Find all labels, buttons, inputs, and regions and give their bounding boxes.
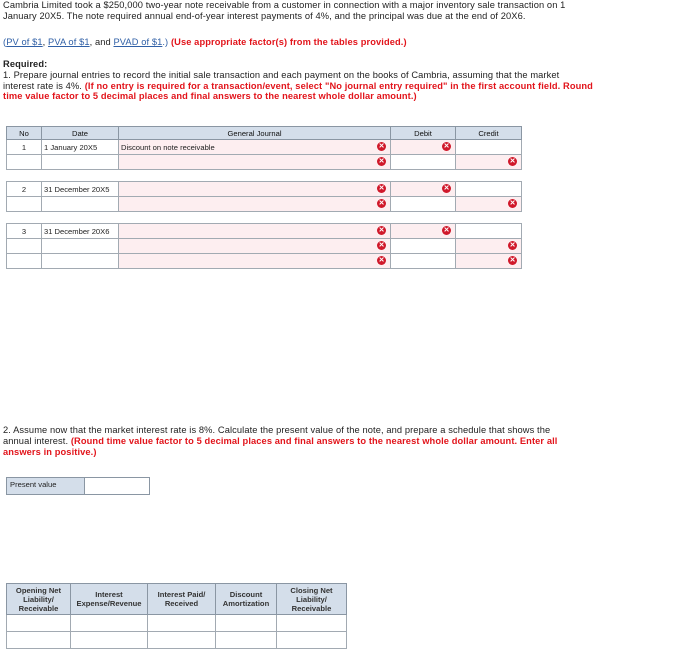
journal-row [7, 239, 522, 254]
entry-date[interactable]: 31 December 20X5 [42, 182, 119, 197]
journal-row [7, 140, 522, 155]
entry-no: 3 [7, 224, 42, 239]
account-value: Discount on note receivable [121, 142, 215, 152]
journal-header-row [7, 127, 522, 140]
error-x-icon: ✕ [378, 257, 385, 264]
closing-input[interactable] [277, 632, 347, 649]
entry-date[interactable]: 31 December 20X6 [42, 224, 119, 239]
closing-input[interactable] [277, 615, 347, 632]
factor-links [3, 37, 407, 48]
debit-input[interactable] [391, 254, 456, 269]
account-select[interactable] [119, 197, 391, 212]
entry-date[interactable] [42, 239, 119, 254]
spacer [7, 212, 522, 224]
col-account: General Journal [119, 127, 391, 140]
q2-line-3: answers in positive.) [3, 446, 97, 457]
q1-line-2 [3, 81, 681, 92]
journal-row [7, 182, 522, 197]
error-x-icon: ✕ [378, 143, 385, 150]
credit-input[interactable] [456, 224, 522, 239]
pva-of-1-link[interactable]: PVA of $1 [48, 37, 90, 47]
q2-line-2-plain: annual interest. [3, 435, 71, 446]
credit-input[interactable] [456, 182, 522, 197]
error-x-icon: ✕ [378, 200, 385, 207]
q2-line-1: 2. Assume now that the market interest rate is 8%. Calculate the present value of the note, and prepare a schedule that shows the [3, 425, 551, 435]
factor-instruction: (Use appropriate factor(s) from the tables provided.) [170, 37, 407, 47]
intro-text [3, 0, 679, 22]
spacer [7, 170, 522, 182]
required-heading: Required: [3, 59, 48, 69]
present-value-label: Present value [7, 478, 85, 494]
col-opening-net: Opening Net Liability/ Receivable [7, 584, 71, 615]
link-sep-2: , and [89, 37, 114, 47]
q2-text [3, 425, 681, 457]
debit-input[interactable] [391, 239, 456, 254]
pvad-of-1-link[interactable]: PVAD of $1 [113, 37, 163, 47]
schedule-row [7, 615, 347, 632]
q2-line-2 [3, 436, 681, 447]
entry-no: 2 [7, 182, 42, 197]
col-date: Date [42, 127, 119, 140]
amort-input[interactable] [216, 632, 277, 649]
amort-input[interactable] [216, 615, 277, 632]
credit-input[interactable] [456, 155, 522, 170]
opening-input[interactable] [7, 632, 71, 649]
debit-input[interactable] [391, 224, 456, 239]
account-select[interactable] [119, 224, 391, 239]
q1-line-3: time value factor to 5 decimal places and final answers to the nearest whole dollar amount.) [3, 91, 417, 102]
debit-input[interactable] [391, 197, 456, 212]
error-x-icon: ✕ [509, 158, 516, 165]
paren-open: ( [3, 37, 7, 47]
error-x-icon: ✕ [509, 242, 516, 249]
paren-close: .) [162, 37, 169, 47]
intro-line-2: January 20X5. The note required annual end-of-year interest payments of 4%, and the principal was due at the end of 20X6. [3, 10, 526, 21]
error-x-icon: ✕ [443, 185, 450, 192]
account-select[interactable] [119, 239, 391, 254]
error-x-icon: ✕ [509, 257, 516, 264]
entry-date[interactable] [42, 155, 119, 170]
credit-input[interactable] [456, 254, 522, 269]
interest-input[interactable] [71, 632, 148, 649]
journal-row [7, 155, 522, 170]
entry-no [7, 254, 42, 269]
col-debit: Debit [391, 127, 456, 140]
paid-input[interactable] [148, 632, 216, 649]
journal-row [7, 197, 522, 212]
error-x-icon: ✕ [378, 227, 385, 234]
account-select[interactable] [119, 140, 391, 155]
account-select[interactable] [119, 182, 391, 197]
error-x-icon: ✕ [443, 143, 450, 150]
debit-input[interactable] [391, 155, 456, 170]
intro-line-1: Cambria Limited took a $250,000 two-year note receivable from a customer in connection with a major inventory sale transaction on 1 [3, 0, 566, 10]
error-x-icon: ✕ [509, 200, 516, 207]
error-x-icon: ✕ [378, 242, 385, 249]
entry-no: 1 [7, 140, 42, 155]
col-interest-paid: Interest Paid/ Received [148, 584, 216, 615]
general-journal-table [6, 126, 522, 269]
required-section [3, 59, 681, 102]
col-closing-net: Closing Net Liability/ Receivable [277, 584, 347, 615]
col-credit: Credit [456, 127, 522, 140]
account-select[interactable] [119, 254, 391, 269]
pv-of-1-link[interactable]: PV of $1 [6, 37, 43, 47]
debit-input[interactable] [391, 182, 456, 197]
q1-line-2-plain: interest rate is 4%. [3, 80, 85, 91]
entry-date[interactable]: 1 January 20X5 [42, 140, 119, 155]
q1-line-2-red: (If no entry is required for a transaction/event, select "No journal entry required" in the first account field. Round [84, 80, 593, 91]
entry-date[interactable] [42, 197, 119, 212]
entry-no [7, 197, 42, 212]
entry-date[interactable] [42, 254, 119, 269]
present-value-field [6, 477, 150, 495]
q1-line-1: 1. Prepare journal entries to record the initial sale transaction and each payment on the books of Cambria, assuming that the market [3, 69, 560, 80]
interest-input[interactable] [71, 615, 148, 632]
credit-input[interactable] [456, 197, 522, 212]
col-discount-amort: Discount Amortization [216, 584, 277, 615]
journal-row [7, 224, 522, 239]
error-x-icon: ✕ [378, 158, 385, 165]
debit-input[interactable] [391, 140, 456, 155]
error-x-icon: ✕ [443, 227, 450, 234]
entry-no [7, 239, 42, 254]
present-value-input[interactable] [85, 478, 149, 494]
paid-input[interactable] [148, 615, 216, 632]
schedule-header-row [7, 584, 347, 615]
credit-input[interactable] [456, 239, 522, 254]
col-interest: Interest Expense/Revenue [71, 584, 148, 615]
schedule-row [7, 632, 347, 649]
journal-row [7, 254, 522, 269]
link-sep-1: , [42, 37, 49, 47]
q2-line-2-red: (Round time value factor to 5 decimal places and final answers to the nearest whole dollar amount. Enter all [70, 435, 558, 446]
error-x-icon: ✕ [378, 185, 385, 192]
col-no: No [7, 127, 42, 140]
credit-input[interactable] [456, 140, 522, 155]
entry-no [7, 155, 42, 170]
account-select[interactable] [119, 155, 391, 170]
opening-input[interactable] [7, 615, 71, 632]
amortization-schedule-table [6, 583, 347, 649]
